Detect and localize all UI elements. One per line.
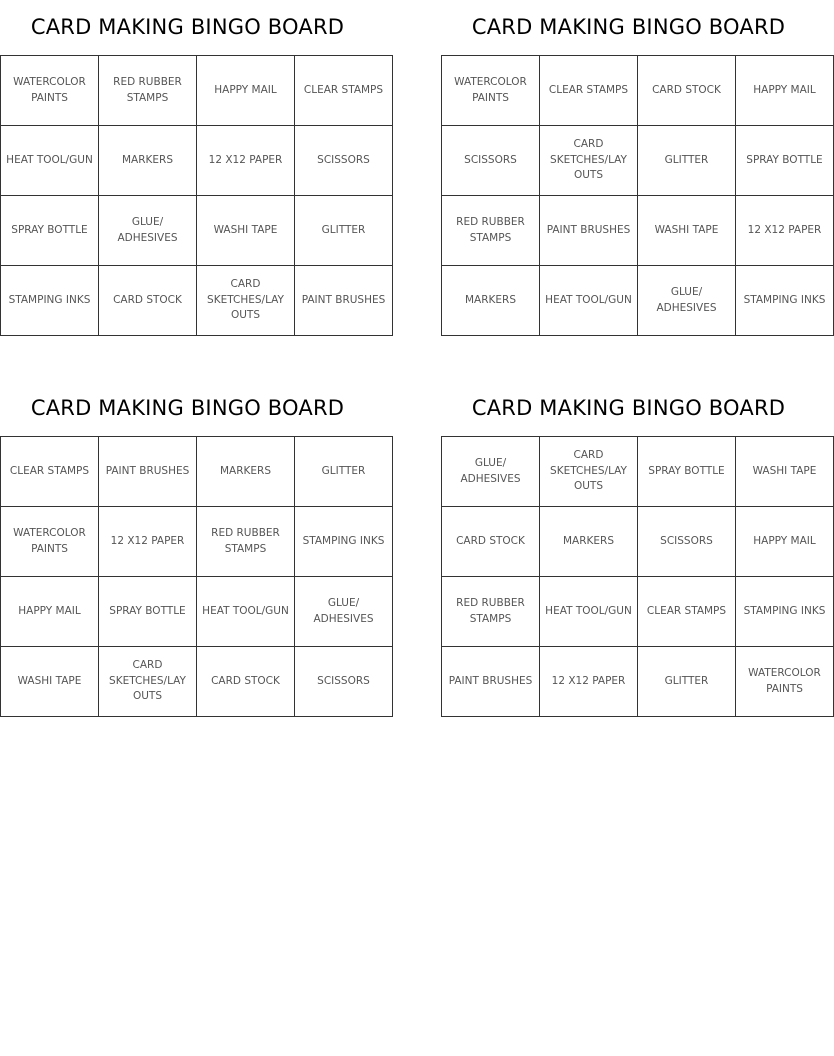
bingo-cell: GLUE/ ADHESIVES <box>442 437 540 507</box>
bingo-cell: SPRAY BOTTLE <box>736 126 834 196</box>
bingo-grid <box>441 436 834 717</box>
grid-row <box>1 507 393 577</box>
bingo-cell: HAPPY MAIL <box>736 56 834 126</box>
bingo-cell: RED RUBBER STAMPS <box>99 56 197 126</box>
grid-row <box>442 126 834 196</box>
bingo-cell: MARKERS <box>99 126 197 196</box>
bingo-cell: STAMPING INKS <box>295 507 393 577</box>
bingo-cell: WATERCOLOR PAINTS <box>1 56 99 126</box>
bingo-cell: SPRAY BOTTLE <box>638 437 736 507</box>
bingo-cell: HEAT TOOL/GUN <box>197 577 295 647</box>
bingo-cell: STAMPING INKS <box>736 266 834 336</box>
bingo-cell: GLUE/ ADHESIVES <box>295 577 393 647</box>
bingo-cell: 12 X12 PAPER <box>540 647 638 717</box>
grid-row <box>1 126 393 196</box>
bingo-cell: HEAT TOOL/GUN <box>540 577 638 647</box>
bingo-cell: SPRAY BOTTLE <box>99 577 197 647</box>
bingo-cell: CARD SKETCHES/LAY OUTS <box>540 126 638 196</box>
bingo-cell: GLITTER <box>295 196 393 266</box>
grid-row <box>442 266 834 336</box>
bingo-cell: CARD STOCK <box>638 56 736 126</box>
bingo-cell: SCISSORS <box>295 647 393 717</box>
bingo-cell: HAPPY MAIL <box>736 507 834 577</box>
bingo-cell: GLITTER <box>638 647 736 717</box>
grid-row <box>442 647 834 717</box>
bingo-cell: CLEAR STAMPS <box>295 56 393 126</box>
bingo-cell: WATERCOLOR PAINTS <box>1 507 99 577</box>
bingo-cell: WATERCOLOR PAINTS <box>442 56 540 126</box>
bingo-cell: MARKERS <box>197 437 295 507</box>
bingo-cell: PAINT BRUSHES <box>295 266 393 336</box>
grid-row <box>442 577 834 647</box>
bingo-cell: SCISSORS <box>638 507 736 577</box>
grid-row <box>1 577 393 647</box>
bingo-cell: SCISSORS <box>295 126 393 196</box>
bingo-cell: SCISSORS <box>442 126 540 196</box>
bingo-cell: GLUE/ ADHESIVES <box>99 196 197 266</box>
grid-row <box>442 437 834 507</box>
bingo-cell: CARD SKETCHES/LAY OUTS <box>99 647 197 717</box>
board-title: CARD MAKING BINGO BOARD <box>471 396 786 420</box>
bingo-cell: CARD SKETCHES/LAY OUTS <box>540 437 638 507</box>
bingo-cell: 12 X12 PAPER <box>99 507 197 577</box>
bingo-board-2 <box>441 0 826 336</box>
bingo-cell: 12 X12 PAPER <box>736 196 834 266</box>
bingo-cell: RED RUBBER STAMPS <box>197 507 295 577</box>
bingo-cell: HAPPY MAIL <box>197 56 295 126</box>
bingo-cell: PAINT BRUSHES <box>540 196 638 266</box>
bingo-cell: HEAT TOOL/GUN <box>540 266 638 336</box>
grid-row <box>442 507 834 577</box>
board-title: CARD MAKING BINGO BOARD <box>471 15 786 39</box>
grid-row <box>442 56 834 126</box>
bingo-cell: RED RUBBER STAMPS <box>442 577 540 647</box>
bingo-cell: WATERCOLOR PAINTS <box>736 647 834 717</box>
bingo-grid <box>441 55 834 336</box>
grid-row <box>1 56 393 126</box>
grid-row <box>1 437 393 507</box>
bingo-cell: PAINT BRUSHES <box>442 647 540 717</box>
bingo-cell: GLITTER <box>295 437 393 507</box>
bingo-board-1 <box>0 0 386 336</box>
bingo-cell: CARD STOCK <box>99 266 197 336</box>
board-title: CARD MAKING BINGO BOARD <box>30 15 345 39</box>
bingo-cell: CLEAR STAMPS <box>540 56 638 126</box>
bingo-cell: PAINT BRUSHES <box>99 437 197 507</box>
bingo-cell: HEAT TOOL/GUN <box>1 126 99 196</box>
bingo-cell: CARD SKETCHES/LAY OUTS <box>197 266 295 336</box>
bingo-grid <box>0 55 393 336</box>
bingo-cell: WASHI TAPE <box>197 196 295 266</box>
bingo-cell: STAMPING INKS <box>736 577 834 647</box>
bingo-cell: GLITTER <box>638 126 736 196</box>
bingo-cell: MARKERS <box>442 266 540 336</box>
bingo-cell: CARD STOCK <box>197 647 295 717</box>
bingo-cell: GLUE/ ADHESIVES <box>638 266 736 336</box>
bingo-cell: 12 X12 PAPER <box>197 126 295 196</box>
bingo-cell: MARKERS <box>540 507 638 577</box>
bingo-cell: STAMPING INKS <box>1 266 99 336</box>
grid-row <box>1 266 393 336</box>
grid-row <box>442 196 834 266</box>
bingo-board-4 <box>441 381 826 717</box>
grid-row <box>1 196 393 266</box>
bingo-grid <box>0 436 393 717</box>
bingo-cell: WASHI TAPE <box>1 647 99 717</box>
bingo-cell: WASHI TAPE <box>736 437 834 507</box>
bingo-cell: WASHI TAPE <box>638 196 736 266</box>
bingo-cell: CLEAR STAMPS <box>1 437 99 507</box>
board-title: CARD MAKING BINGO BOARD <box>30 396 345 420</box>
grid-row <box>1 647 393 717</box>
bingo-cell: HAPPY MAIL <box>1 577 99 647</box>
bingo-cell: RED RUBBER STAMPS <box>442 196 540 266</box>
bingo-board-3 <box>0 381 385 717</box>
bingo-cell: SPRAY BOTTLE <box>1 196 99 266</box>
bingo-cell: CLEAR STAMPS <box>638 577 736 647</box>
bingo-cell: CARD STOCK <box>442 507 540 577</box>
